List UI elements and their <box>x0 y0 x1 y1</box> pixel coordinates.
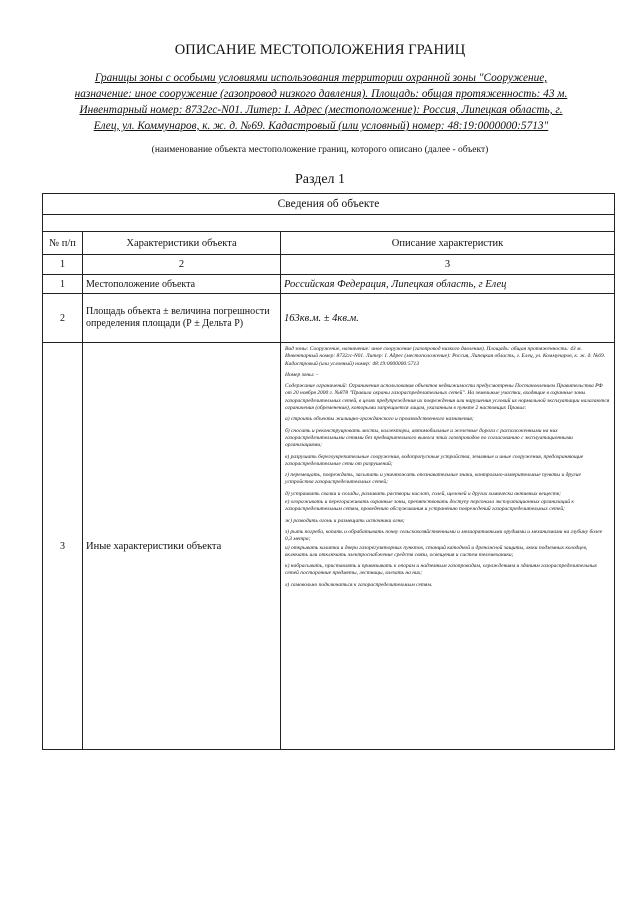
row-number: 2 <box>43 294 83 343</box>
column-number: 3 <box>281 255 615 275</box>
restriction-item: б) сносить и реконструировать мосты, коллекторы, автомобильные и железные дороги с расположенными на них газораспределительными сетями без предварительного выноса этих газопроводов по согласованию с эксплуатационными организациями; <box>285 427 573 449</box>
row-characteristic: Площадь объекта ± величина погрешности определения площади (Р ± Дельта Р) <box>83 294 281 343</box>
restriction-item: в) разрушать берегоукрепительные сооружения, водопропускные устройства, земляные и иные сооружения, предохраняющие газораспределительные сети от разрушений; <box>285 453 584 467</box>
row-characteristic: Иные характеристики объекта <box>83 343 281 750</box>
restriction-item: ж) разводить огонь и размещать источники огня; <box>285 517 405 524</box>
row-characteristic: Местоположение объекта <box>83 275 281 294</box>
row-value: 163кв.м. ± 4кв.м. <box>281 294 615 343</box>
restriction-item: к) набрасывать, приставлять и привязывать к опорам и надземным газопроводам, ограждениям и зданиям газораспределительных сетей посторонние предметы, лестницы, влезать на них; <box>285 563 597 577</box>
section-title: Раздел 1 <box>294 172 346 187</box>
object-info-table <box>42 193 615 750</box>
row-number: 3 <box>43 343 83 750</box>
row-value: Российская Федерация, Липецкая область, г Елец <box>281 275 615 294</box>
restriction-item: и) открывать калитки и двери газорегуляторных пунктов, станций катодной и дренажной защиты, люки подземных колодцев, включать или отключать электроснабжение средств связи, освещения и систем телемеханики; <box>285 544 588 558</box>
restriction-item: е) огораживать и перегораживать охранные зоны, препятствовать доступу персонала эксплуатационных организаций к газораспределительным сетям, проведению обслуживания и устранению повреждений газораспределительных сетей; <box>285 499 574 513</box>
row-number: 1 <box>43 275 83 294</box>
restriction-item: з) рыть погреба, копать и обрабатывать почву сельскохозяйственными и мелиоративными орудиями и механизмами на глубину более 0,3 метра; <box>285 528 603 543</box>
restriction-item: а) строить объекты жилищно-гражданского и производственного назначения; <box>285 416 474 423</box>
table-header: Сведения об объекте <box>43 194 615 215</box>
zone-number-paragraph: Номер зоны: - <box>285 371 318 378</box>
column-header-description: Описание характеристик <box>281 232 615 255</box>
table-spacer <box>43 215 615 232</box>
restriction-item: л) самовольно подключаться к газораспределительным сетям. <box>285 581 433 588</box>
column-number: 1 <box>43 255 83 275</box>
object-caption: (наименование объекта местоположение границ, которого описано (далее - объект) <box>151 145 489 155</box>
column-number: 2 <box>83 255 281 275</box>
restrictions-content-paragraph: Содержание ограничений: Ограничения использования объектов недвижимости предусмотрены Постановлением Правительства РФ от 20 ноября 2000 г. №878 "Правила охраны газораспределительных сетей". На земельные участки, входящие в охранные зоны газораспределительных сетей, в целях предупреждения их повреждения или нарушения условий их нормальной эксплуатации налагаются ограничения (обременения), которыми запрещается лицам, указанным в пункте 2 настоящих Правил: <box>285 383 610 412</box>
restriction-item: г) перемещать, повреждать, засыпать и уничтожать опознавательные знаки, контрольно-измерительные пункты и другие устройства газораспределительных сетей; <box>285 472 581 486</box>
restriction-item: д) устраивать свалки и склады, разливать растворы кислот, солей, щелочей и других химически активных веществ; <box>285 490 561 497</box>
table-row <box>43 343 615 750</box>
restrictions-text <box>281 343 615 750</box>
object-description: Границы зоны с особыми условиями использования территории охранной зоны "Сооружение, назначение: иное сооружение (газопровод низкого давления). Площадь: общая протяженность: 43 м. Инвентарный номер: 8732гс-N01. Литер: I. Адрес (местоположение): Россия, Липецкая область, г. Елец, ул. Коммунаров, к. ж. д. №69. Кадастровый (или условный) номер: 48:19:0000000:5713" <box>74 72 568 132</box>
column-headers <box>43 232 615 255</box>
table-row <box>43 294 615 343</box>
column-header-characteristic: Характеристики объекта <box>83 232 281 255</box>
column-header-number: № п/п <box>43 232 83 255</box>
zone-type-paragraph: Вид зоны: Сооружение, назначение: иное сооружение (газопровод низкого давления). Площадь: общая протяженность: 43 м. Инвентарный номер: 8732гс-N01. Литер: I. Адрес (местоположение): Россия, Липецкая область, г. Елец, ул. Коммунаров, к. ж. д. №69. Кадастровый (или условный) номер: 48:19:0000000:5713 <box>285 346 606 367</box>
table-row <box>43 275 615 294</box>
document-title: ОПИСАНИЕ МЕСТОПОЛОЖЕНИЯ ГРАНИЦ <box>174 42 466 58</box>
column-numbers <box>43 255 615 275</box>
